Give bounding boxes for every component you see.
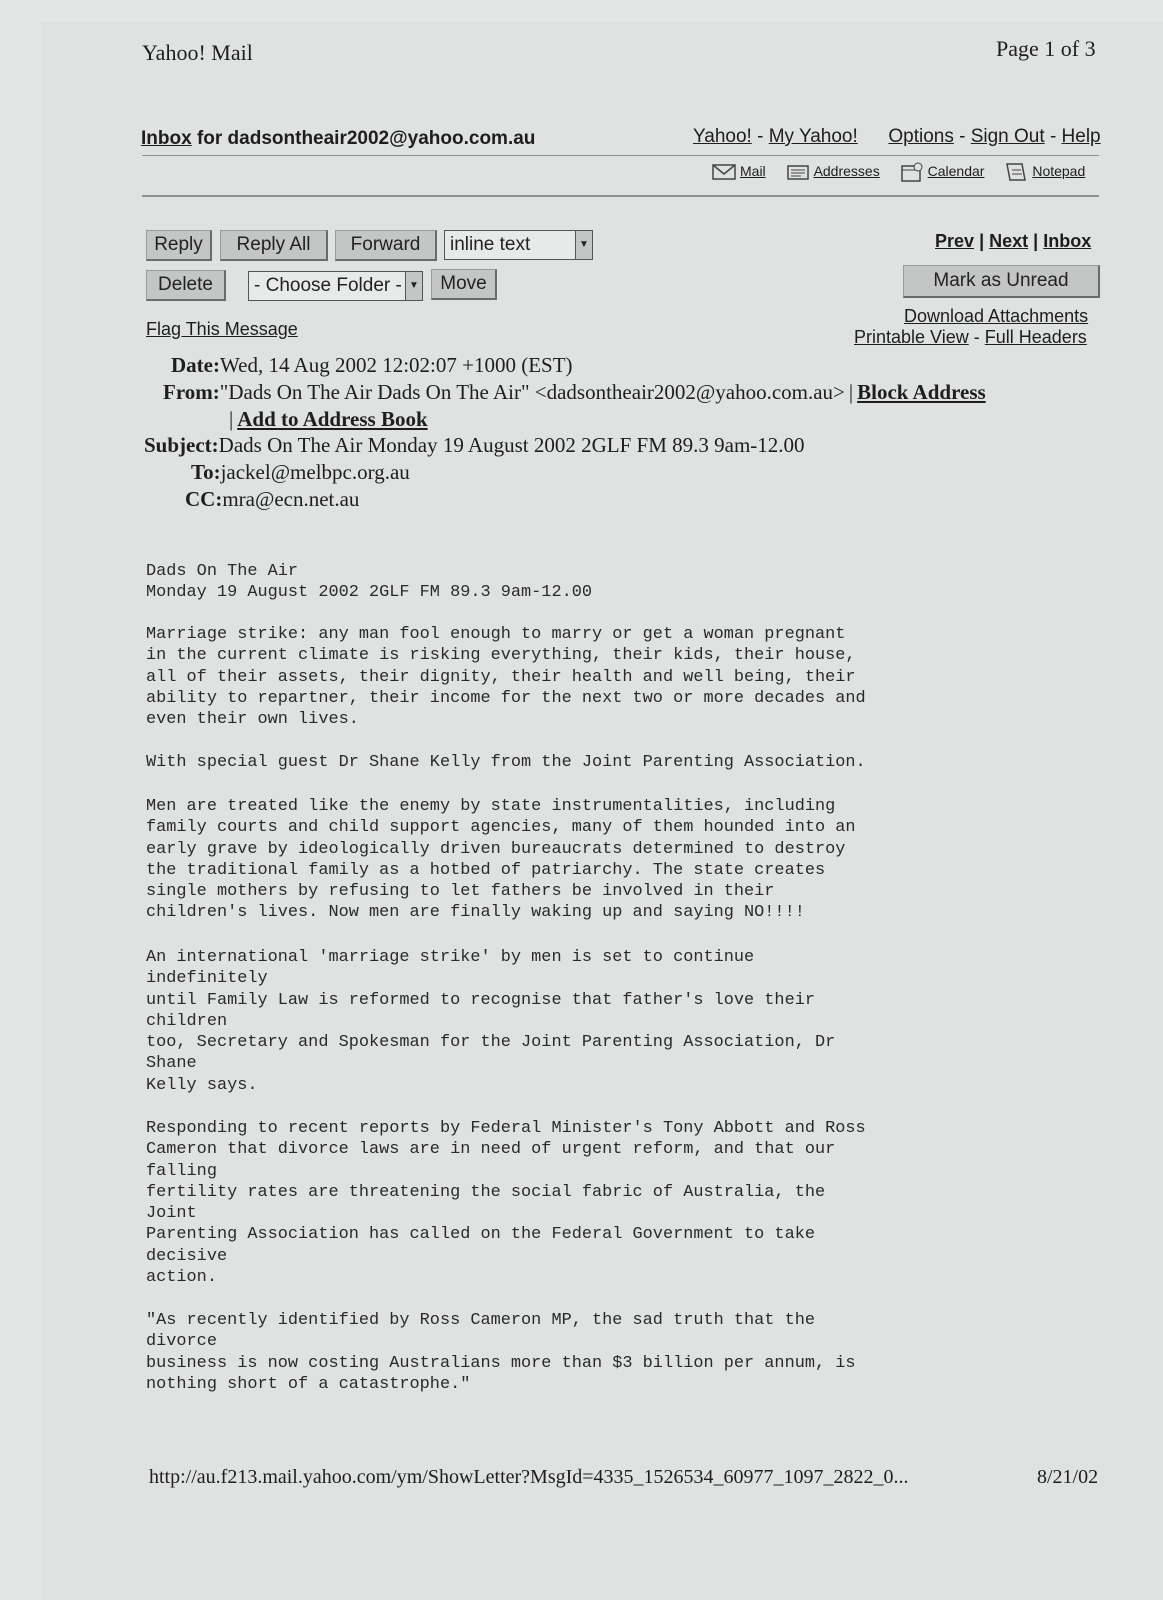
print-footer-date: 8/21/02 <box>1037 1466 1099 1488</box>
body-paragraph: Men are treated like the enemy by state instrumentalities, including family courts and child support agencies, many of them hounded into an early grave by ideologically driven bureaucrats determined to destroy the traditional family as a hotbed of patriarchy. The state creates single mothers by refusing to let fathers be involved in their children's lives. Now men are finally waking up and saying NO!!!! <box>146 797 856 923</box>
body-paragraph: Dads On The Air Monday 19 August 2002 2GLF FM 89.3 9am-12.00 <box>146 562 592 603</box>
forward-button[interactable]: Forward <box>335 230 437 261</box>
inbox-account: for dadsontheair2002@yahoo.com.au <box>196 128 536 149</box>
from-label: From: <box>163 380 220 404</box>
options-link[interactable]: Options <box>888 126 954 147</box>
calendar-icon <box>900 162 924 182</box>
top-links <box>693 126 1101 148</box>
printable-view-link[interactable]: Printable View <box>854 327 969 347</box>
add-to-address-book-link[interactable]: Add to Address Book <box>237 407 428 431</box>
choose-folder-select[interactable] <box>248 271 423 301</box>
separator: | <box>979 231 985 251</box>
body-paragraph: With special guest Dr Shane Kelly from the Joint Parenting Association. <box>146 753 866 772</box>
separator: - <box>959 126 966 147</box>
sign-out-link[interactable]: Sign Out <box>970 126 1045 147</box>
mark-unread-button[interactable]: Mark as Unread <box>903 265 1100 298</box>
tab-mail[interactable] <box>712 163 770 179</box>
block-address-link[interactable]: Block Address <box>857 380 986 404</box>
date-label: Date: <box>171 353 220 377</box>
inbox-link[interactable]: Inbox <box>141 128 192 149</box>
body-paragraph: Marriage strike: any man fool enough to marry or get a woman pregnant in the current climate is risking everything, their kids, their house, all of their assets, their dignity, their health and well being, their ability to repartner, their income for the next two or more decades and even their own lives. <box>146 625 866 730</box>
full-headers-link[interactable]: Full Headers <box>984 327 1087 347</box>
body-paragraph: Responding to recent reports by Federal Minister's Tony Abbott and Ross Cameron that divorce laws are in need of urgent reform, and that our falling fertility rates are threatening the social fabric of Australia, the Joint Parenting Association has called on the Federal Government to take decisive action. <box>146 1119 866 1288</box>
delete-button[interactable]: Delete <box>146 270 226 301</box>
subject-value: Dads On The Air Monday 19 August 2002 2GLF FM 89.3 9am-12.00 <box>218 433 805 457</box>
print-header-title: Yahoo! Mail <box>142 40 253 65</box>
tab-calendar-label: Calendar <box>927 162 985 179</box>
prev-link[interactable]: Prev <box>935 231 975 251</box>
forward-mode-select[interactable] <box>444 230 593 260</box>
print-page-number: Page 1 of 3 <box>996 36 1096 61</box>
download-attachments-link[interactable]: Download Attachments <box>904 306 1089 326</box>
subject-label: Subject: <box>144 433 219 457</box>
from-value: "Dads On The Air Dads On The Air" <dadsontheair2002@yahoo.com.au> <box>219 380 845 404</box>
to-row <box>191 460 410 485</box>
folder-select-value: - Choose Folder - <box>254 275 402 296</box>
inbox-title <box>141 128 535 150</box>
date-value: Wed, 14 Aug 2002 12:02:07 +1000 (EST) <box>219 353 573 377</box>
subject-row <box>144 433 805 458</box>
tab-notepad-label: Notepad <box>1032 162 1086 179</box>
cc-value: mra@ecn.net.au <box>222 487 360 511</box>
flag-message-link[interactable]: Flag This Message <box>146 319 298 339</box>
cc-row <box>185 487 359 512</box>
to-value: jackel@melbpc.org.au <box>220 460 410 484</box>
tab-calendar[interactable] <box>900 163 989 179</box>
inbox-nav-link[interactable]: Inbox <box>1043 231 1092 251</box>
reply-button[interactable]: Reply <box>146 230 212 261</box>
tab-addresses-label: Addresses <box>813 162 880 179</box>
help-link[interactable]: Help <box>1061 126 1101 147</box>
yahoo-link[interactable]: Yahoo! <box>693 126 752 147</box>
body-paragraph: "As recently identified by Ross Cameron MP, the sad truth that the divorce business is now costing Australians more than $3 billion per annum, is nothing short of a catastrophe." <box>146 1311 856 1394</box>
chevron-down-icon: ▼ <box>405 272 422 300</box>
separator: | <box>229 407 234 431</box>
my-yahoo-link[interactable]: My Yahoo! <box>768 126 858 147</box>
reply-all-button[interactable]: Reply All <box>220 230 328 261</box>
separator: - <box>973 327 980 347</box>
cc-label: CC: <box>185 487 223 511</box>
tab-mail-label: Mail <box>740 162 766 179</box>
mail-icon <box>712 163 736 181</box>
header-divider <box>142 155 1099 156</box>
tab-addresses[interactable] <box>786 163 884 179</box>
forward-mode-value: inline text <box>450 234 531 255</box>
date-row <box>171 353 573 378</box>
move-button[interactable]: Move <box>431 269 497 300</box>
print-footer-url: http://au.f213.mail.yahoo.com/ym/ShowLetter?MsgId=4335_1526534_60977_1097_2822_0... <box>149 1466 909 1488</box>
message-pager <box>935 231 1091 252</box>
view-links <box>854 327 1087 348</box>
nav-tabs <box>712 162 1085 182</box>
to-label: To: <box>191 460 221 484</box>
nav-divider <box>142 195 1099 197</box>
next-link[interactable]: Next <box>989 231 1029 251</box>
separator: - <box>757 126 764 147</box>
tab-notepad[interactable] <box>1004 163 1085 179</box>
notepad-icon <box>1004 162 1028 182</box>
separator: | <box>1033 231 1039 251</box>
separator: | <box>848 380 854 404</box>
from-row <box>163 380 986 405</box>
chevron-down-icon: ▼ <box>575 231 592 259</box>
addresses-icon <box>786 163 810 181</box>
separator: - <box>1049 126 1057 147</box>
body-paragraph: An international 'marriage strike' by men is set to continue indefinitely until Family Law is reformed to recognise that father's love their children too, Secretary and Spokesman for the Joint Parenting Association, Dr Shane Kelly says. <box>146 948 836 1095</box>
add-book-row <box>229 407 428 432</box>
